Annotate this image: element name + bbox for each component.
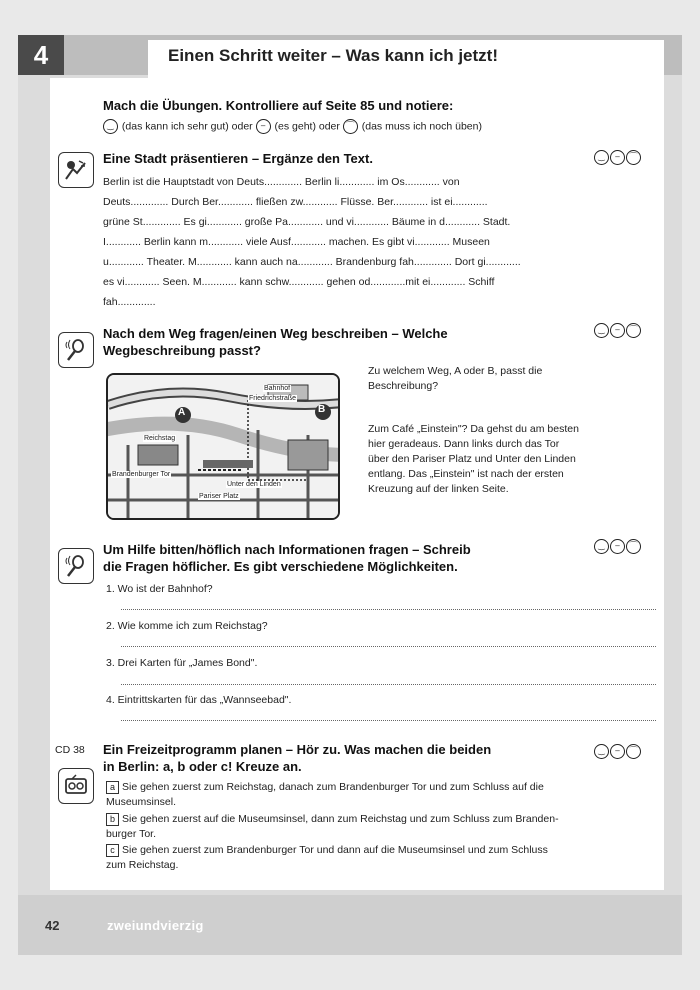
cloze-line[interactable]: fah.............	[103, 296, 156, 308]
route-description-line: hier geradeaus. Dann links durch das Tor	[368, 438, 560, 450]
sad-smiley-icon[interactable]: ⌒	[626, 150, 641, 165]
sad-smiley-icon[interactable]: ⌒	[626, 539, 641, 554]
cd-track-label: CD 38	[55, 744, 85, 756]
answer-line[interactable]	[121, 646, 656, 647]
neutral-smiley-icon: –	[256, 119, 271, 134]
happy-smiley-icon: ‿	[103, 119, 118, 134]
intro-heading: Mach die Übungen. Kontrolliere auf Seite 85 und notiere:	[103, 98, 454, 113]
answer-line[interactable]	[121, 609, 656, 610]
map-label-b: B	[318, 404, 326, 415]
cloze-line[interactable]: Berlin ist die Hauptstadt von Deuts............. Berlin li............ im Os............ von	[103, 176, 460, 188]
route-description-line: über den Pariser Platz und Unter den Linden	[368, 453, 576, 465]
listening-icon	[58, 768, 94, 804]
option-text: Museumsinsel.	[106, 796, 177, 808]
cloze-line[interactable]: grüne St............. Es gi............ große Pa............ und vi............ Bäume in d............ Stadt.	[103, 216, 511, 228]
route-description-line: entlang. Das „Einstein" ist nach der ersten	[368, 468, 564, 480]
neutral-smiley-icon[interactable]: –	[610, 323, 625, 338]
happy-smiley-icon[interactable]: ‿	[594, 323, 609, 338]
section3-heading	[103, 541, 471, 575]
chapter-number: 4	[18, 35, 64, 75]
question-item: 2. Wie komme ich zum Reichstag?	[106, 620, 268, 632]
page-title: Einen Schritt weiter – Was kann ich jetzt!	[168, 46, 498, 65]
section1-self-assessment[interactable]	[594, 149, 642, 167]
option-text: zum Reichstag.	[106, 859, 179, 871]
map-pariser-platz: Pariser Platz	[199, 493, 239, 500]
cloze-line[interactable]: u............ Theater. M............ kann auch na............ Brandenburg fah............. Dort gi............	[103, 256, 521, 268]
question-item: 4. Eintrittskarten für das „Wannseebad".	[106, 694, 292, 706]
legend-practice: (das muss ich noch üben)	[361, 120, 482, 133]
option-text: burger Tor.	[106, 828, 157, 840]
section4-self-assessment[interactable]	[594, 743, 642, 761]
happy-smiley-icon[interactable]: ‿	[594, 539, 609, 554]
legend-good: (das kann ich sehr gut) oder	[121, 120, 253, 133]
legend-ok: (es geht) oder	[274, 120, 340, 133]
option-text: Sie gehen zuerst auf die Museumsinsel, dann zum Reichstag und zum Schluss zum Branden-	[122, 813, 559, 825]
answer-line[interactable]	[121, 720, 656, 721]
question-item: 3. Drei Karten für „James Bond".	[106, 657, 258, 669]
sad-smiley-icon[interactable]: ⌒	[626, 323, 641, 338]
page-number: 42	[45, 918, 60, 933]
option-b[interactable]	[106, 812, 656, 842]
neutral-smiley-icon[interactable]: –	[610, 150, 625, 165]
map-brandenburger-tor: Brandenburger Tor	[112, 471, 171, 478]
route-question	[368, 364, 638, 394]
smiley-legend	[103, 119, 482, 134]
section2-heading-line: Nach dem Weg fragen/einen Weg beschreiben – Welche	[103, 326, 448, 341]
route-description-line: Zum Café „Einstein"? Da gehst du am besten	[368, 423, 579, 435]
section2-heading-line: Wegbeschreibung passt?	[103, 343, 261, 358]
speaking-icon	[58, 152, 94, 188]
route-description	[368, 422, 648, 497]
map-friedrichstrasse: Friedrichstraße	[249, 395, 297, 402]
section3-heading-line: Um Hilfe bitten/höflich nach Informationen fragen – Schreib	[103, 542, 471, 557]
map-reichstag: Reichstag	[144, 435, 176, 442]
cloze-line[interactable]: I............ Berlin kann m............ viele Ausf............ machen. Es gibt vi............ Museen	[103, 236, 490, 248]
map-unter-den-linden: Unter den Linden	[227, 481, 281, 488]
section2-self-assessment[interactable]	[594, 322, 642, 340]
page-number-word: zweiundvierzig	[107, 918, 204, 933]
neutral-smiley-icon[interactable]: –	[610, 744, 625, 759]
route-question-line: Beschreibung?	[368, 380, 439, 392]
happy-smiley-icon[interactable]: ‿	[594, 744, 609, 759]
section4-heading-line: Ein Freizeitprogramm planen – Hör zu. Was machen die beiden	[103, 742, 492, 757]
cloze-text[interactable]	[103, 172, 643, 312]
answer-line[interactable]	[121, 684, 656, 685]
section1-heading: Eine Stadt präsentieren – Ergänze den Text.	[103, 151, 373, 166]
section3-self-assessment[interactable]	[594, 538, 642, 556]
option-c[interactable]	[106, 843, 656, 873]
section3-heading-line: die Fragen höflicher. Es gibt verschiedene Möglichkeiten.	[103, 559, 458, 574]
microphone-icon	[58, 332, 94, 368]
option-text: Sie gehen zuerst zum Reichstag, danach zum Brandenburger Tor und zum Schluss auf die	[122, 781, 544, 793]
option-a[interactable]	[106, 780, 656, 810]
happy-smiley-icon[interactable]: ‿	[594, 150, 609, 165]
question-item: 1. Wo ist der Bahnhof?	[106, 583, 213, 595]
neutral-smiley-icon[interactable]: –	[610, 539, 625, 554]
option-a-checkbox[interactable]: a	[106, 781, 119, 794]
sad-smiley-icon[interactable]: ⌒	[626, 744, 641, 759]
map-bahnhof: Bahnhof	[264, 385, 291, 392]
option-text: Sie gehen zuerst zum Brandenburger Tor und dann auf die Museumsinsel und zum Schluss	[122, 844, 548, 856]
cloze-line[interactable]: es vi............ Seen. M............ kann schw............ gehen od............mit ei............ Schiff	[103, 276, 495, 288]
route-map	[106, 373, 340, 520]
section2-heading	[103, 325, 448, 359]
map-label-a: A	[178, 407, 186, 418]
option-c-checkbox[interactable]: c	[106, 844, 119, 857]
sad-smiley-icon: ⌒	[343, 119, 358, 134]
section4-heading	[103, 741, 491, 775]
cloze-line[interactable]: Deuts............. Durch Ber............ fließen zw............ Flüsse. Ber............ ist ei............	[103, 196, 488, 208]
route-description-line: Kreuzung auf der linken Seite.	[368, 483, 509, 495]
section4-heading-line: in Berlin: a, b oder c! Kreuze an.	[103, 759, 302, 774]
route-question-line: Zu welchem Weg, A oder B, passt die	[368, 365, 543, 377]
microphone-icon	[58, 548, 94, 584]
option-b-checkbox[interactable]: b	[106, 813, 119, 826]
